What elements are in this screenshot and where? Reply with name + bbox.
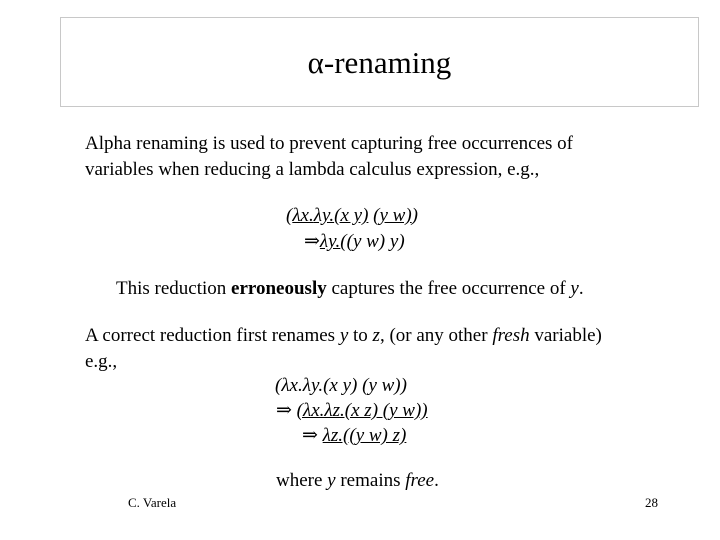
where-line: [276, 468, 439, 494]
page-number: 28: [645, 495, 658, 510]
footer-author: C. Varela: [128, 495, 177, 510]
note-mid: captures the free occurrence of: [326, 278, 571, 299]
correct-fresh: fresh: [492, 325, 530, 346]
page-title: α-renaming: [307, 44, 452, 80]
correct-z: z: [372, 325, 380, 346]
correct-line-2: e.g.,: [85, 351, 118, 372]
paren-close: ): [411, 205, 418, 226]
where-var: y: [327, 470, 336, 491]
example1-line-1: [286, 203, 418, 229]
note-var: y: [570, 278, 579, 299]
where-mid: remains: [335, 470, 406, 491]
note-line: [116, 276, 584, 302]
example2-line-2: [276, 398, 428, 424]
result-body: ((y w) y): [340, 231, 405, 252]
arg-y-w: (y w): [373, 205, 412, 226]
note-post: .: [578, 278, 584, 299]
note-pre: This reduction: [116, 278, 232, 299]
implies-arrow-2: ⇒: [276, 400, 297, 421]
correct-line-1: [85, 323, 602, 349]
implies-arrow: ⇒: [304, 231, 320, 252]
correct-to: to: [348, 325, 373, 346]
correct-paragraph: [85, 323, 602, 375]
renamed-expr: (λx.λz.(x z) (y w)): [296, 400, 428, 421]
implies-arrow-3: ⇒: [302, 425, 323, 446]
paren-open: (: [286, 205, 293, 226]
where-pre: where: [276, 470, 328, 491]
where-post: .: [434, 470, 439, 491]
intro-line-1: Alpha renaming is used to prevent capturing free occurrences of: [85, 133, 573, 154]
lambda-x: λx.: [292, 205, 314, 226]
where-free: free: [405, 470, 435, 491]
intro-line-2: variables when reducing a lambda calculus expression, e.g.,: [85, 159, 540, 180]
final-expr: λz.((y w) z): [322, 425, 407, 446]
correct-mid: , (or any other: [379, 325, 493, 346]
example2-line-3: [302, 423, 406, 449]
note-bold: erroneously: [231, 278, 327, 299]
correct-post: variable): [529, 325, 602, 346]
correct-y: y: [339, 325, 349, 346]
example2-line-1: (λx.λy.(x y) (y w)): [275, 375, 407, 396]
intro-paragraph: [85, 131, 573, 183]
title-box: [60, 17, 699, 107]
lambda-y-result: λy.: [319, 231, 341, 252]
example1-line-2: [304, 229, 405, 255]
correct-pre: A correct reduction first renames: [85, 325, 340, 346]
lambda-y: λy.: [313, 205, 335, 226]
body-x-y: (x y): [334, 205, 369, 226]
